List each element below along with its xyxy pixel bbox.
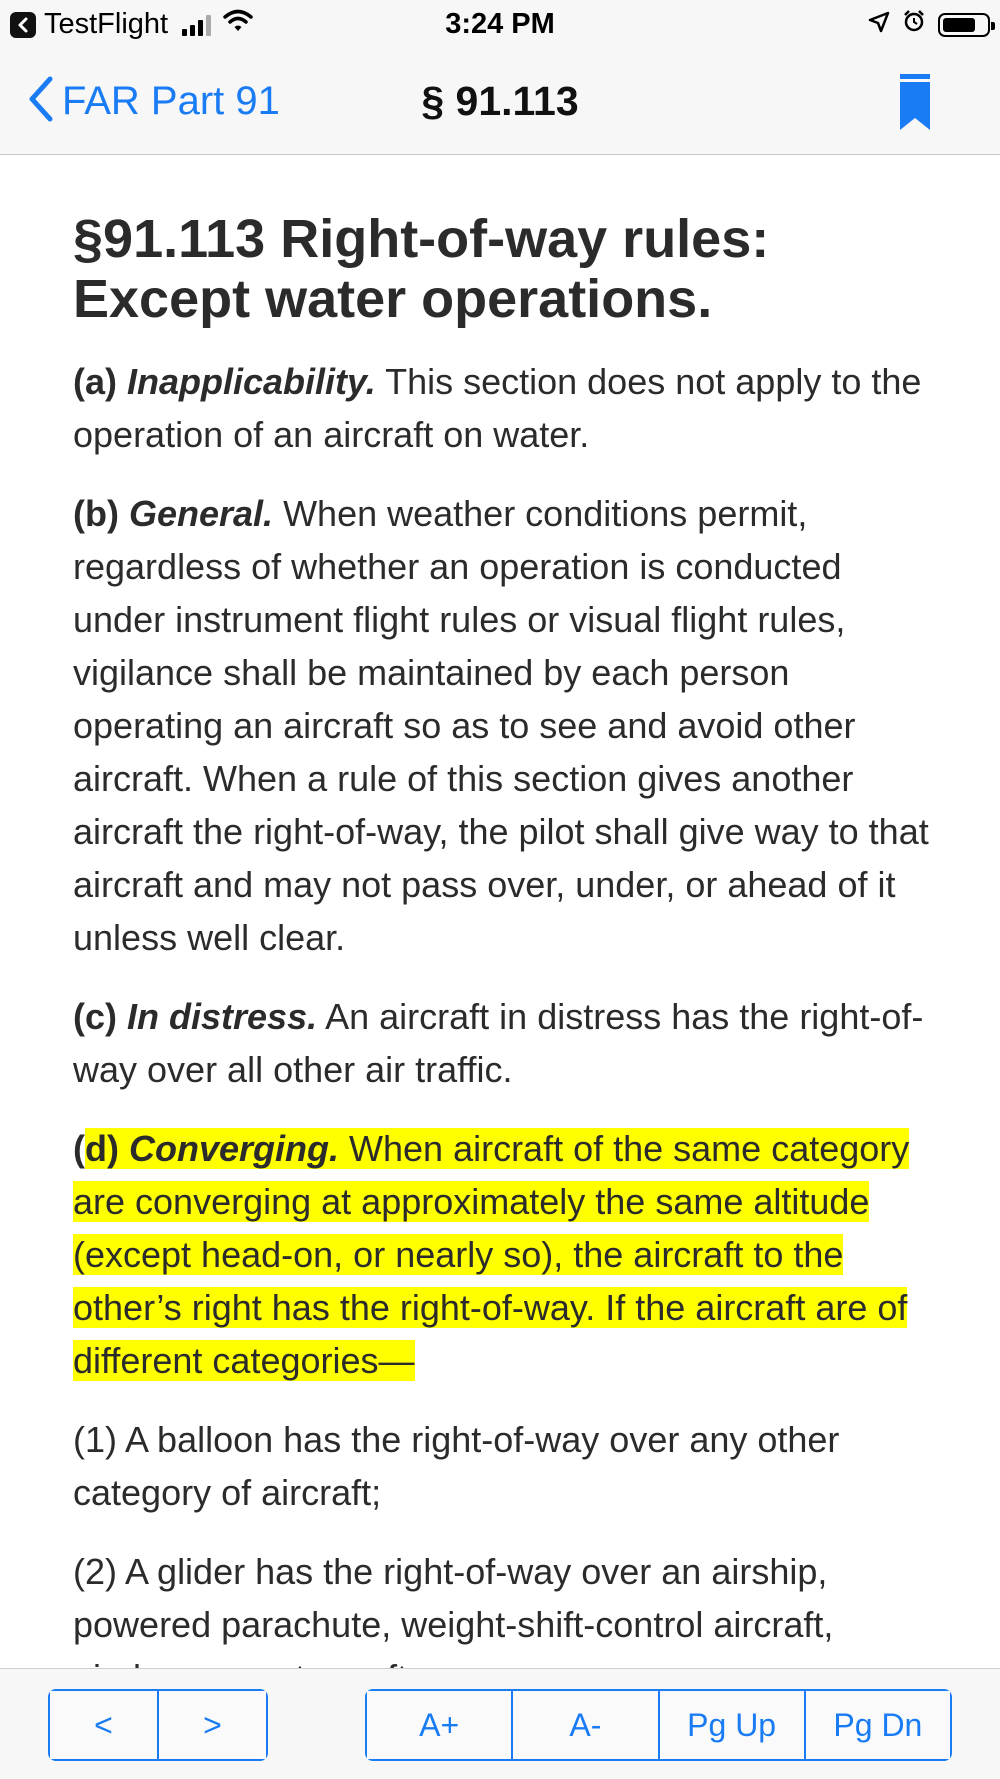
location-icon (868, 8, 890, 41)
status-right (868, 8, 990, 41)
paragraph-heading: Converging. (129, 1128, 340, 1169)
increase-font-button[interactable]: A+ (367, 1691, 511, 1759)
paragraph-text: (1) A balloon has the right-of-way over any other category of aircraft; (73, 1419, 840, 1513)
battery-icon (938, 13, 990, 37)
navigation-bar (0, 50, 1000, 155)
paragraph-text: When aircraft of the same category are converging at approximately the same altitude (except head-on, or nearly so), the aircraft to the other’s right has the right-of-way. If the aircraft are of different categories— (73, 1128, 910, 1381)
status-app-name[interactable]: TestFlight (44, 8, 169, 40)
bottom-toolbar (0, 1668, 1000, 1779)
paragraph-text: An aircraft in distress has the right-of-way over all other air traffic. (73, 996, 924, 1090)
paragraph-label: (b) (73, 493, 119, 534)
page-up-button[interactable]: Pg Up (658, 1691, 804, 1759)
section-nav-group (48, 1689, 268, 1761)
paragraph-label: d) (85, 1128, 119, 1169)
status-bar (0, 0, 1000, 50)
article (73, 209, 943, 1730)
paragraph-a (73, 355, 943, 461)
paragraph-label: (c) (73, 996, 117, 1037)
paragraph-heading: Inapplicability. (127, 361, 376, 402)
paragraph-d1 (73, 1413, 943, 1519)
previous-section-button[interactable]: < (50, 1691, 157, 1759)
page-down-button[interactable]: Pg Dn (804, 1691, 950, 1759)
reader-tools-group (365, 1689, 952, 1761)
bookmark-icon[interactable] (900, 74, 930, 135)
alarm-icon (902, 8, 926, 41)
paragraph-label-prefix: ( (73, 1128, 85, 1169)
paragraph-b (73, 487, 943, 964)
decrease-font-button[interactable]: A- (511, 1691, 657, 1759)
paragraph-c (73, 990, 943, 1096)
paragraph-d-highlighted (73, 1122, 943, 1387)
back-button-label: FAR Part 91 (62, 79, 280, 123)
paragraph-heading: In distress. (127, 996, 318, 1037)
status-time: 3:24 PM (445, 8, 555, 40)
page-title: § 91.113 (421, 78, 579, 124)
paragraph-text: This section does not apply to the operation of an aircraft on water. (73, 361, 922, 455)
paragraph-heading: General. (128, 493, 274, 534)
next-section-button[interactable]: > (157, 1691, 266, 1759)
regulation-content[interactable] (0, 155, 1000, 1668)
paragraph-text: (2) A glider has the right-of-way over an airship, powered parachute, weight-shift-control aircraft, (73, 1551, 834, 1645)
paragraph-label: (a) (73, 361, 117, 402)
paragraph-text: When weather conditions permit, regardless of whether an operation is conducted under instrument flight rules or visual flight rules, vigilance shall be maintained by each person operating an aircraft so as to see and avoid other aircraft. When a rule of this section gives another aircraft the right-of-way, the pilot shall give way to that aircraft and may not pass over, under, or ahead of it unless well clear. (73, 493, 929, 958)
section-title: §91.113 Right-of-way rules: Except water operations. (73, 209, 770, 329)
